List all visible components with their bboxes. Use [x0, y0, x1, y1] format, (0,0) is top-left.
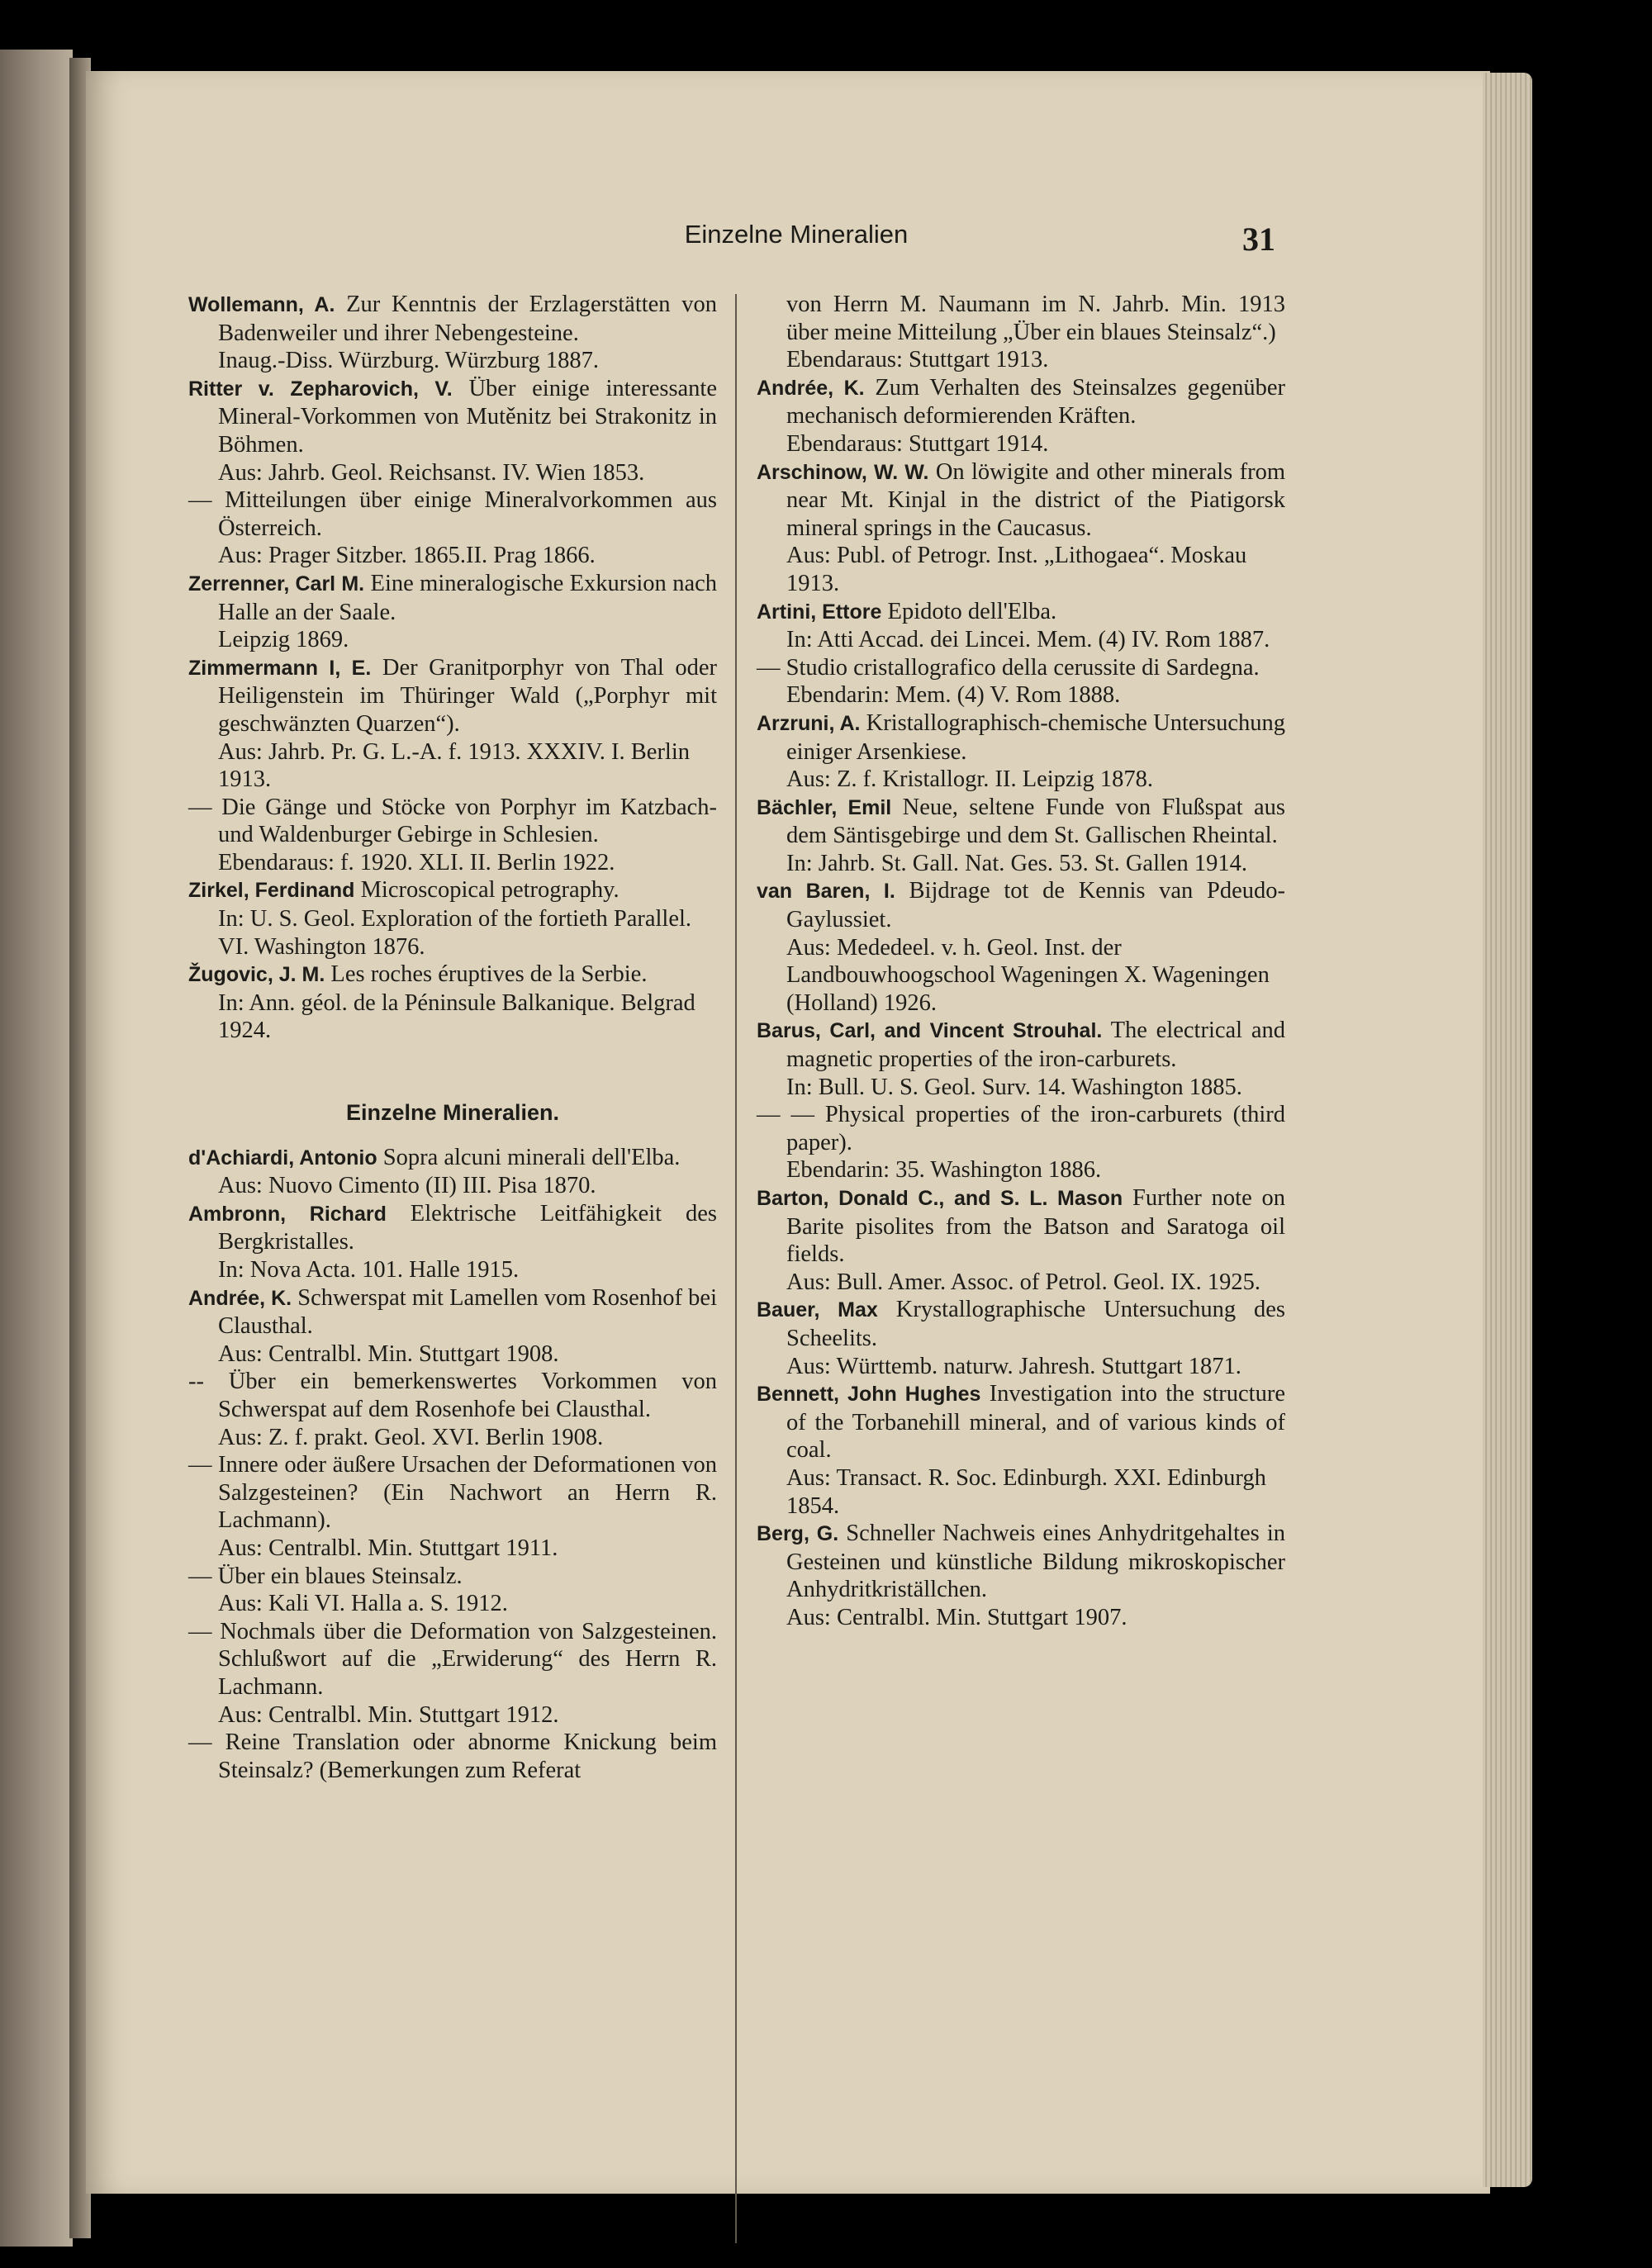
entry-reference: Aus: Bull. Amer. Assoc. of Petrol. Geol. IX. 1925.	[786, 1269, 1260, 1295]
entry-reference: Inaug.-Diss. Würzburg. Würzburg 1887.	[218, 348, 599, 374]
bibliography-entry	[188, 1200, 717, 1256]
bibliography-entry	[188, 1144, 717, 1173]
entry-author: Andrée, K.	[757, 376, 865, 400]
entry-author: Zirkel, Ferdinand	[188, 879, 355, 903]
bibliography-entry	[757, 1380, 1285, 1464]
bibliography-entry	[757, 877, 1285, 933]
bibliography-entry	[757, 1520, 1285, 1604]
bibliography-entry	[757, 598, 1285, 627]
bibliography-entry	[188, 1451, 717, 1535]
bibliography-entry	[188, 794, 717, 849]
entry-title: — Studio cristallografico della cerussite di Sardegna.	[757, 654, 1260, 681]
entry-reference: Aus: Centralbl. Min. Stuttgart 1907.	[786, 1604, 1127, 1630]
entry-title: Bijdrage tot de Kennis van Pdeudo-Gaylussiet.	[786, 878, 1285, 933]
bibliography-entry	[757, 1017, 1285, 1073]
entry-title: Les roches éruptives de la Serbie.	[330, 961, 648, 988]
bibliography-entry	[757, 654, 1285, 682]
bibliography-entry	[188, 1618, 717, 1701]
entry-title: Epidoto dell'Elba.	[887, 598, 1057, 624]
entry-author: Wollemann, A.	[188, 293, 335, 316]
entry-author: Zerrenner, Carl M.	[188, 572, 365, 595]
entry-author: Ritter v. Zepharovich, V.	[188, 377, 453, 401]
entry-title: — Mitteilungen über einige Mineralvorkommen aus Österreich.	[188, 487, 717, 541]
bibliography-entry	[757, 709, 1285, 766]
entry-reference: Aus: Württemb. naturw. Jahresh. Stuttgart 1871.	[786, 1353, 1241, 1379]
entry-reference: In: Atti Accad. dei Lincei. Mem. (4) IV. Rom 1887.	[786, 627, 1270, 653]
entry-reference: Ebendaraus: Stuttgart 1914.	[786, 430, 1049, 457]
entry-reference: In: Nova Acta. 101. Halle 1915.	[218, 1257, 520, 1283]
section-title: Einzelne Mineralien.	[345, 1100, 560, 1126]
running-title: Einzelne Mineralien	[684, 220, 909, 249]
bibliography-entry	[188, 961, 717, 989]
bibliography-entry	[188, 291, 717, 347]
bibliography-entry	[188, 876, 717, 905]
entry-author: Artini, Ettore	[757, 600, 882, 624]
entry-author: Bennett, John Hughes	[757, 1383, 981, 1407]
bibliography-entry	[188, 1563, 717, 1591]
entry-title: Neue, seltene Funde von Flußspat aus dem Säntisgebirge und dem St. Gallischen Rheintal.	[786, 794, 1285, 849]
entry-title: Schwerspat mit Lamellen vom Rosenhof bei Clausthal.	[218, 1284, 717, 1340]
left-column	[188, 291, 717, 1784]
right-entries	[757, 374, 1285, 1632]
continued-text: von Herrn M. Naumann im N. Jahrb. Min. 1913 über meine Mitteilung „Über ein blaues Steinsalz“.)	[786, 292, 1285, 345]
entry-reference: In: U. S. Geol. Exploration of the fortieth Parallel. VI. Washington 1876.	[218, 906, 692, 960]
continued-entry	[757, 291, 1285, 346]
continued-ref: Ebendaraus: Stuttgart 1913.	[786, 347, 1049, 373]
bibliography-entry	[757, 458, 1285, 543]
left-entries-bottom	[188, 1144, 717, 1785]
entry-title: Zum Verhalten des Steinsalzes gegenüber mechanisch deformierenden Kräften.	[786, 374, 1286, 429]
entry-reference: In: Ann. géol. de la Péninsule Balkanique. Belgrad 1924.	[218, 989, 695, 1044]
entry-author: Arzruni, A.	[757, 711, 861, 735]
bibliography-entry	[188, 1284, 717, 1340]
column-divider	[735, 294, 737, 2243]
entry-title: — — Physical properties of the iron-carburets (third paper).	[757, 1102, 1285, 1155]
entry-reference: Aus: Kali VI. Halla a. S. 1912.	[218, 1591, 508, 1617]
bibliography-entry	[188, 1729, 717, 1784]
entry-title: Eine mineralogische Exkursion nach Halle an der Saale.	[218, 570, 718, 625]
entry-reference: Aus: Jahrb. Geol. Reichsanst. IV. Wien 1853.	[218, 459, 645, 486]
entry-title: Schneller Nachweis eines Anhydritgehaltes in Gesteinen und künstliche Bildung mikroskopischer Anhydritkriställchen.	[786, 1521, 1285, 1603]
entry-title: — Innere oder äußere Ursachen der Deformationen von Salzgesteinen? (Ein Nachwort an Herrn R. Lachmann).	[188, 1452, 717, 1534]
entry-title: — Über ein blaues Steinsalz.	[188, 1563, 463, 1589]
entry-author: Bächler, Emil	[757, 795, 892, 819]
entry-reference: Leipzig 1869.	[218, 627, 349, 653]
entry-title: Investigation into the structure of the Torbanehill mineral, and of various kinds of coal.	[786, 1381, 1285, 1464]
bibliography-entry	[188, 570, 717, 626]
entry-title: Elektrische Leitfähigkeit des Bergkristalles.	[218, 1200, 717, 1255]
entry-title: -- Über ein bemerkenswertes Vorkommen von Schwerspat auf dem Rosenhofe bei Clausthal.	[188, 1369, 717, 1422]
entry-reference: Aus: Publ. of Petrogr. Inst. „Lithogaea“. Moskau 1913.	[786, 543, 1247, 596]
entry-title: Sopra alcuni minerali dell'Elba.	[382, 1144, 681, 1170]
entry-title: The electrical and magnetic properties of the iron-carburets.	[786, 1018, 1285, 1073]
right-column	[757, 291, 1285, 1632]
bibliography-entry	[757, 374, 1285, 430]
entry-author: Barus, Carl, and Vincent Strouhal.	[757, 1019, 1103, 1043]
bibliography-entry	[757, 1296, 1285, 1352]
entry-reference: In: Bull. U. S. Geol. Surv. 14. Washington 1885.	[786, 1074, 1242, 1100]
entry-title: Further note on Barite pisolites from the Batson and Saratoga oil fields.	[786, 1185, 1286, 1268]
entry-reference: Aus: Centralbl. Min. Stuttgart 1911.	[218, 1535, 558, 1561]
entry-title: Microscopical petrography.	[360, 877, 620, 904]
entry-author: Žugovic, J. M.	[188, 963, 325, 987]
bibliography-entry	[188, 486, 717, 542]
entry-title: — Reine Translation oder abnorme Knickung beim Steinsalz? (Bemerkungen zum Referat	[188, 1729, 717, 1783]
entry-author: Andrée, K.	[188, 1286, 292, 1310]
entry-author: Berg, G.	[757, 1522, 839, 1546]
entry-reference: Aus: Prager Sitzber. 1865.II. Prag 1866.	[218, 543, 596, 569]
left-entries-top	[188, 291, 717, 1045]
entry-author: Zimmermann I, E.	[188, 656, 372, 680]
entry-reference: Aus: Jahrb. Pr. G. L.-A. f. 1913. XXXIV. I. Berlin 1913.	[218, 738, 691, 793]
entry-title: Zur Kenntnis der Erzlagerstätten von Badenweiler und ihrer Nebengesteine.	[218, 292, 717, 346]
entry-reference: Ebendaraus: f. 1920. XLI. II. Berlin 1922.	[218, 849, 615, 875]
page-number: 31	[1242, 221, 1275, 258]
bibliography-entry	[757, 794, 1285, 850]
entry-reference: Aus: Transact. R. Soc. Edinburgh. XXI. Edinburgh 1854.	[786, 1464, 1266, 1519]
entry-title: Kristallographisch-chemische Untersuchung einiger Arsenkiese.	[786, 709, 1285, 765]
entry-author: Arschinow, W. W.	[757, 460, 929, 484]
entry-title: Über einige interessante Mineral-Vorkommen von Mutěnitz bei Strakonitz in Böhmen.	[218, 375, 718, 458]
entry-reference: Aus: Centralbl. Min. Stuttgart 1908.	[218, 1340, 559, 1367]
bibliography-entry	[757, 1184, 1285, 1269]
entry-reference: Aus: Centralbl. Min. Stuttgart 1912.	[218, 1701, 559, 1728]
facing-page-edge	[0, 50, 73, 2247]
entry-author: Bauer, Max	[757, 1298, 878, 1322]
entry-author: d'Achiardi, Antonio	[188, 1146, 377, 1170]
entry-title: Der Granitporphyr von Thal oder Heiligenstein im Thüringer Wald („Porphyr mit geschwänzten Quarzen“).	[218, 654, 718, 737]
entry-title: On löwigite and other minerals from near Mt. Kinjal in the district of the Piatigorsk mineral springs in the Caucasus.	[786, 458, 1286, 541]
bibliography-entry	[188, 654, 717, 738]
bibliography-entry	[188, 1368, 717, 1423]
entry-reference: Aus: Nuovo Cimento (II) III. Pisa 1870.	[218, 1173, 596, 1199]
entry-reference: Aus: Z. f. prakt. Geol. XVI. Berlin 1908.	[218, 1424, 604, 1450]
entry-title: — Nochmals über die Deformation von Salzgesteinen. Schlußwort auf die „Erwiderung“ des Herrn R. Lachmann.	[188, 1618, 717, 1700]
page-stack-edge	[1483, 73, 1532, 2187]
entry-author: Ambronn, Richard	[188, 1202, 387, 1226]
entry-author: van Baren, I.	[757, 880, 895, 904]
entry-reference: Ebendarin: Mem. (4) V. Rom 1888.	[786, 682, 1121, 709]
entry-author: Barton, Donald C., and S. L. Mason	[757, 1187, 1123, 1210]
entry-title: Krystallographische Untersuchung des Scheelits.	[786, 1297, 1285, 1351]
entry-reference: Ebendarin: 35. Washington 1886.	[786, 1157, 1102, 1184]
entry-reference: In: Jahrb. St. Gall. Nat. Ges. 53. St. Gallen 1914.	[786, 850, 1248, 876]
bibliography-entry	[188, 375, 717, 459]
page-header	[86, 220, 1490, 269]
entry-reference: Aus: Z. f. Kristallogr. II. Leipzig 1878.	[786, 766, 1154, 793]
bibliography-entry	[757, 1101, 1285, 1156]
entry-title: — Die Gänge und Stöcke von Porphyr im Katzbach- und Waldenburger Gebirge in Schlesien.	[188, 794, 717, 848]
entry-reference: Aus: Mededeel. v. h. Geol. Inst. der Landbouwhoogschool Wageningen X. Wageningen (Holland) 1926.	[786, 934, 1270, 1016]
